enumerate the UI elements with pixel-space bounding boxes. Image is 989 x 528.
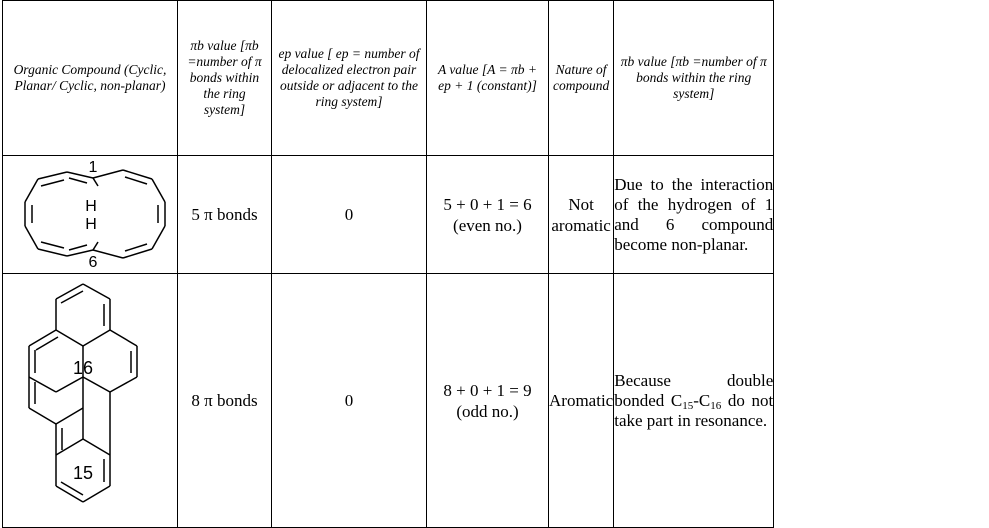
atom-label-1: 1	[88, 159, 98, 176]
note-cell	[614, 274, 774, 528]
pib-cell: 8 π bonds	[178, 274, 272, 528]
header-ep: ep value [ ep = number of delocalized electron pair outside or adjacent to the ring system]	[272, 1, 427, 156]
atom-label-16: 16	[72, 358, 94, 378]
atom-label-6: 6	[88, 254, 98, 268]
hydrogen-label-bottom: H	[85, 216, 97, 233]
header-note: πb value [πb =number of π bonds within the ring system]	[614, 1, 774, 156]
note-cell	[614, 156, 774, 274]
header-nature: Nature of compound	[549, 1, 614, 156]
pyrene-structure	[3, 274, 177, 522]
ep-cell: 0	[272, 156, 427, 274]
pib-cell: 5 π bonds	[178, 156, 272, 274]
molecule-cell	[3, 274, 178, 528]
table-row	[3, 156, 774, 274]
atom-label-15: 15	[72, 463, 94, 483]
annulene-structure	[3, 156, 177, 268]
ep-cell: 0	[272, 274, 427, 528]
header-row	[3, 1, 774, 156]
hydrogen-label-top: H	[85, 198, 97, 215]
nature-cell: Not aromatic	[549, 156, 614, 274]
note-text: Because double bonded $C_{15}-C_{16}$ do not take part in resonance.	[614, 370, 774, 430]
a-value-cell	[427, 156, 549, 274]
nature-cell: Aromatic	[549, 274, 614, 528]
header-compound: Organic Compound (Cyclic, Planar/ Cyclic, non-planar)	[3, 1, 178, 156]
molecule-cell	[3, 156, 178, 274]
a-value-equation: 5 + 0 + 1 = 6	[443, 194, 532, 214]
note-text: Due to the interaction of the hydrogen of 1 and 6 compound become non-planar.	[614, 174, 774, 254]
a-value-parity: (odd no.)	[456, 401, 519, 421]
header-pib: πb value [πb =number of π bonds within the ring system]	[178, 1, 272, 156]
a-value-cell	[427, 274, 549, 528]
a-value-equation: 8 + 0 + 1 = 9	[443, 380, 532, 400]
a-value-parity: (even no.)	[453, 215, 522, 235]
comparison-table	[2, 0, 774, 528]
table-row	[3, 274, 774, 528]
header-a-value: A value [A = πb + ep + 1 (constant)]	[427, 1, 549, 156]
